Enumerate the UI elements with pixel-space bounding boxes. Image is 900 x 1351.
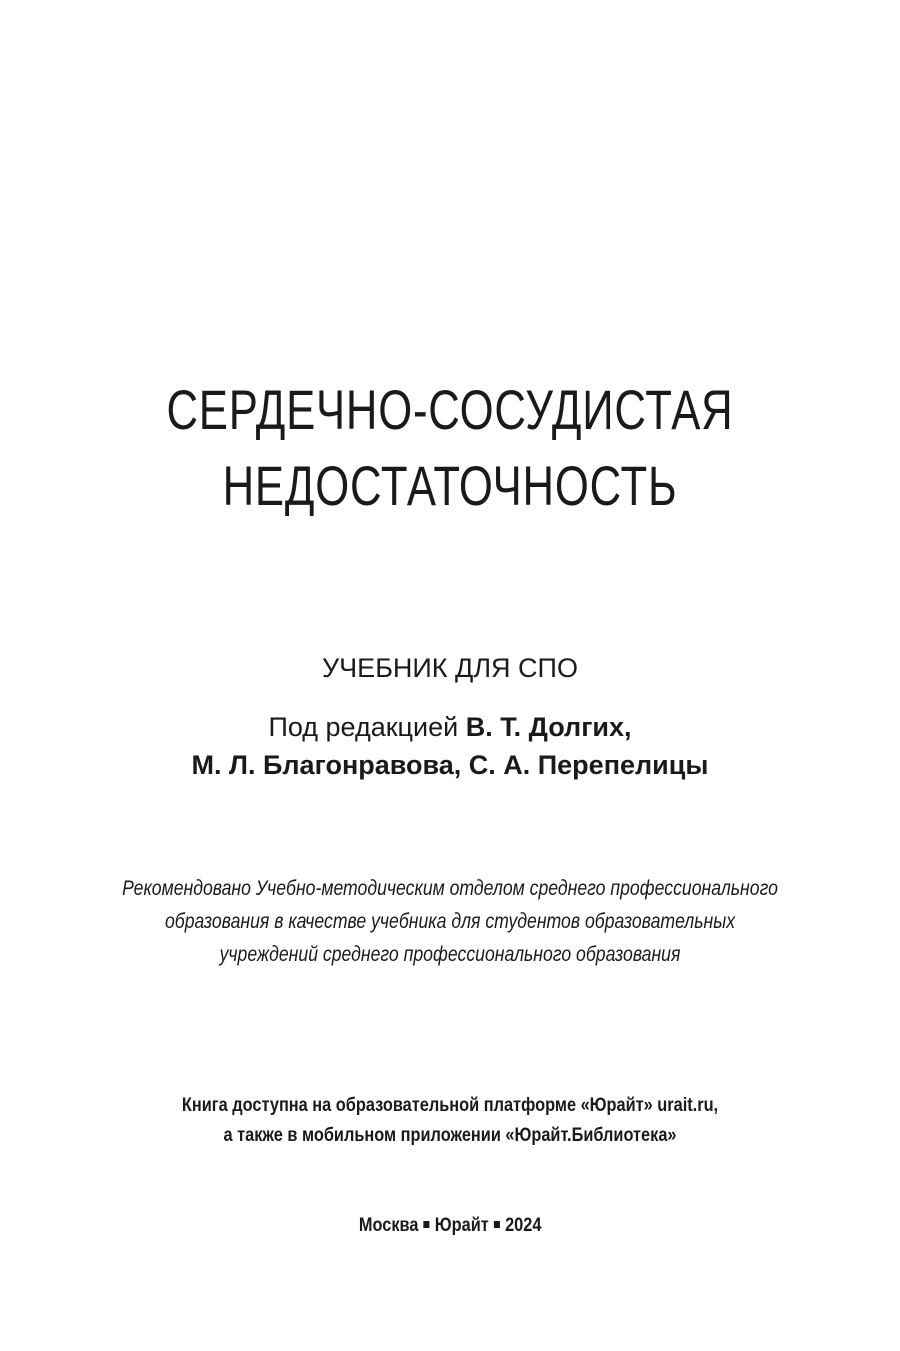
imprint-city: Москва (358, 1215, 419, 1236)
availability-line-2: а также в мобильном приложении «Юрайт.Библиотека» (223, 1125, 677, 1146)
recommendation-line-2: образования в качестве учебника для студентов образовательных (164, 910, 736, 933)
imprint (0, 1212, 900, 1240)
editors-line-2 (0, 746, 900, 784)
square-bullet-icon (423, 1221, 429, 1228)
recommendation-note (0, 872, 900, 971)
book-subtitle: УЧЕБНИК ДЛЯ СПО (322, 653, 578, 683)
recommendation-line-1: Рекомендовано Учебно-методическим отделом среднего профессионального (122, 877, 778, 900)
availability-line-1: Книга доступна на образовательной платформе «Юрайт» urait.ru, (181, 1095, 719, 1116)
editors-block (0, 708, 900, 784)
book-title (0, 372, 900, 524)
book-title-line-2: НЕДОСТАТОЧНОСТЬ (222, 454, 678, 517)
square-bullet-icon (494, 1221, 500, 1228)
recommendation-line-3: учреждений среднего профессионального образования (219, 943, 681, 966)
editors-line-1 (0, 708, 900, 746)
availability-note (0, 1091, 900, 1151)
editors-prefix: Под редакцией (268, 712, 466, 742)
editors-names-1: В. Т. Долгих, (465, 712, 632, 742)
editors-names-2: М. Л. Благонравова, С. А. Перепелицы (191, 750, 709, 780)
imprint-publisher: Юрайт (434, 1215, 489, 1236)
imprint-year: 2024 (504, 1215, 542, 1236)
book-title-line-1: СЕРДЕЧНО-СОСУДИСТАЯ (166, 378, 734, 441)
